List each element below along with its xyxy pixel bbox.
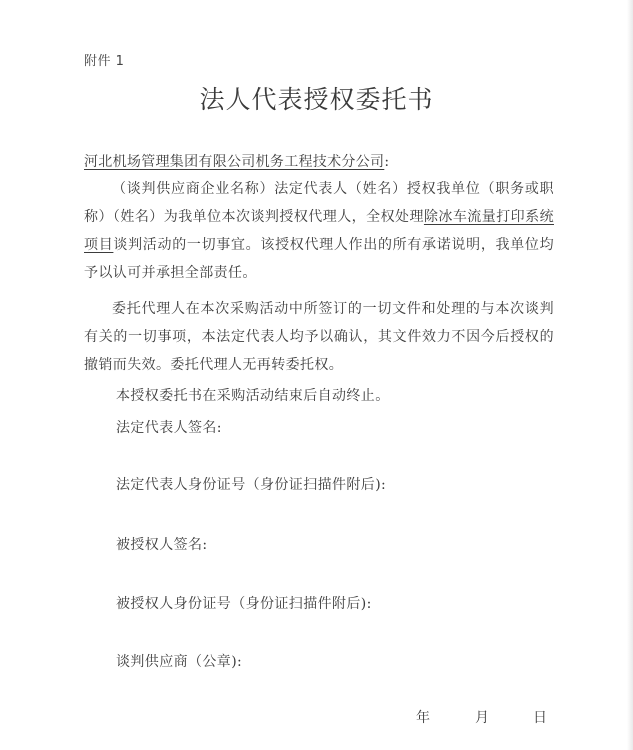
authorization-text-end: 谈判活动的一切事宜。该授权代理人作出的所有承诺说明，我单位均予以认可并承担全部责任。 xyxy=(84,237,554,281)
document-title: 法人代表授权委托书 xyxy=(199,85,434,114)
addressee-colon: : xyxy=(384,154,390,170)
attachment-label: 附件 1 xyxy=(84,54,125,69)
legal-rep-id-field: 法定代表人身份证号（身份证扫描件附后): xyxy=(116,477,387,493)
authorization-paragraph xyxy=(84,175,554,287)
date-day-label: 日 xyxy=(533,710,547,726)
supplier-seal-field: 谈判供应商（公章): xyxy=(116,654,243,670)
termination-clause: 本授权委托书在采购活动结束后自动终止。 xyxy=(116,388,390,404)
date-year-label: 年 xyxy=(416,710,430,726)
date-month-label: 月 xyxy=(475,710,489,726)
scan-edge-shadow xyxy=(627,0,633,750)
authorized-id-field: 被授权人身份证号（身份证扫描件附后): xyxy=(116,596,372,612)
addressee-name: 河北机场管理集团有限公司机务工程技术分公司 xyxy=(84,154,385,170)
addressee-line xyxy=(84,151,389,171)
confirmation-paragraph: 委托代理人在本次采购活动中所签订的一切文件和处理的与本次谈判有关的一切事项，本法定代表人均予以确认，其文件效力不因今后授权的撤销而失效。委托代理人无再转委托权。 xyxy=(84,301,554,373)
project-name: 除冰车流量打印系统项目 xyxy=(84,209,554,253)
legal-rep-signature-field: 法定代表人签名: xyxy=(116,420,222,436)
authorization-text-start: （谈判供应商企业名称）法定代表人（姓名）授权我单位（职务或职称）（姓名）为我单位本次谈判授权代理人，全权处理 xyxy=(84,181,554,225)
authorized-signature-field: 被授权人签名: xyxy=(116,537,208,553)
